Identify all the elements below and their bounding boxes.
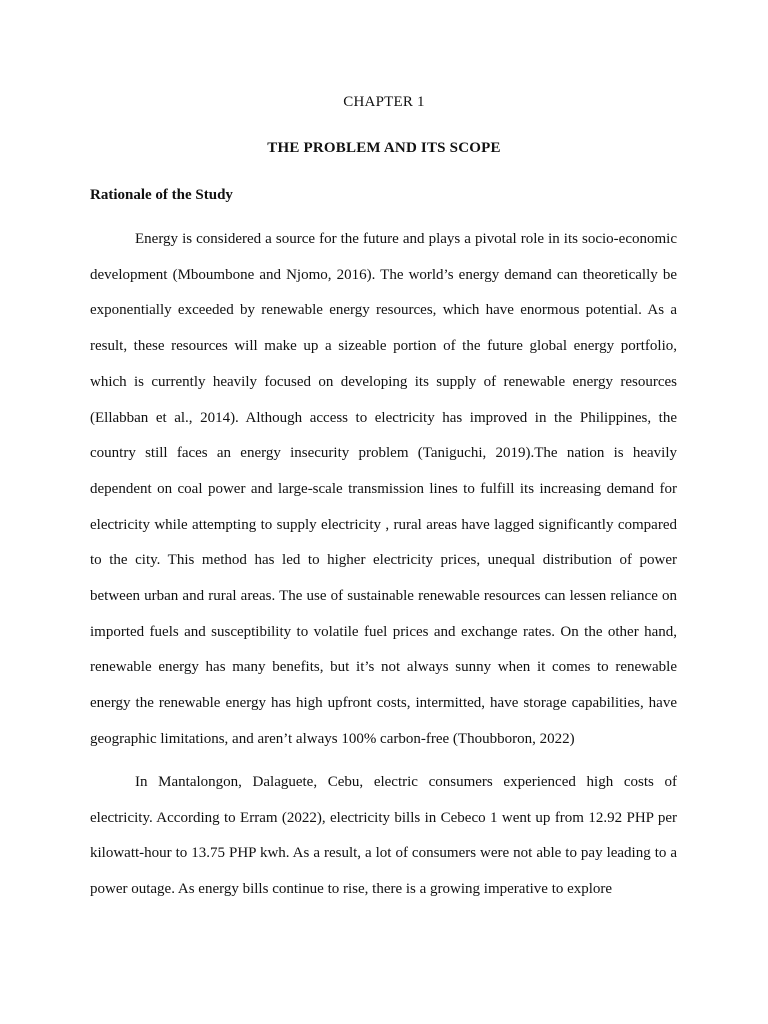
section-heading: Rationale of the Study: [90, 187, 233, 203]
body-paragraph: In Mantalongon, Dalaguete, Cebu, electric consumers experienced high costs of electricity. According to Erram (2022), electricity bills in Cebeco 1 went up from 12.92 PHP per kilowatt-hour to 13.75 PHP kwh. As a result, a lot of consumers were not able to pay leading to a power outage. As energy bills continue to rise, there is a growing imperative to explore: [90, 774, 677, 898]
chapter-title: THE PROBLEM AND ITS SCOPE: [267, 140, 501, 156]
chapter-label: CHAPTER 1: [343, 94, 425, 110]
body-paragraph: Energy is considered a source for the future and plays a pivotal role in its socio-economic development (Mboumbone and Njomo, 2016). The world’s energy demand can theoretically be exponentially exceeded by renewable energy resources, which have enormous potential. As a result, these resources will make up a sizeable portion of the future global energy portfolio, which is currently heavily focused on developing its supply of renewable energy resources (Ellabban et al., 2014). Although access to electricity has improved in the Philippines, the country still faces an energy insecurity problem (Taniguchi, 2019).The nation is heavily dependent on coal power and large-scale transmission lines to fulfill its increasing demand for electricity while attempting to supply electricity , rural areas have lagged significantly compared to the city. This method has led to higher electricity prices, unequal distribution of power between urban and rural areas. The use of sustainable renewable resources can lessen reliance on imported fuels and susceptibility to volatile fuel prices and exchange rates. On the other hand, renewable energy has many benefits, but it’s not always sunny when it comes to renewable energy the renewable energy has high upfront costs, intermitted, have storage capabilities, have geographic limitations, and aren’t always 100% carbon-free (Thoubboron, 2022): [90, 231, 677, 747]
